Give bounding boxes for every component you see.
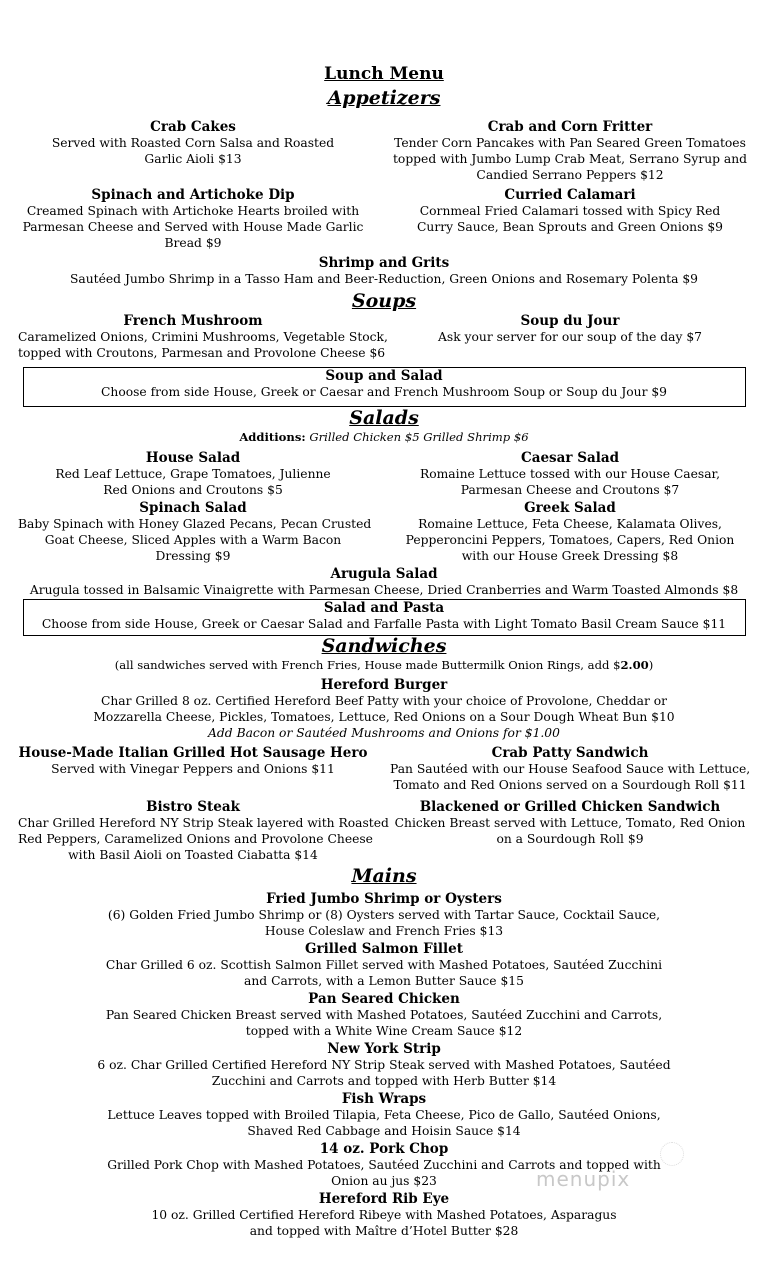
item-desc-spinach-dip-3: Bread $9: [164, 236, 222, 250]
item-desc-pork-chop-1: Grilled Pork Chop with Mashed Potatoes, Sautéed Zucchini and Carrots and topped with: [107, 1158, 661, 1172]
item-desc-pan-seared-chicken-1: Pan Seared Chicken Breast served with Mashed Potatoes, Sautéed Zucchini and Carrots,: [105, 1008, 663, 1022]
item-name-arugula-salad: Arugula Salad: [330, 566, 438, 582]
item-desc-fish-wraps-2: Shaved Red Cabbage and Hoisin Sauce $14: [247, 1124, 521, 1138]
item-desc-ny-strip-1: 6 oz. Char Grilled Certified Hereford NY Strip Steak served with Mashed Potatoes, Sautéed: [97, 1058, 671, 1072]
item-name-rib-eye: Hereford Rib Eye: [318, 1191, 450, 1207]
item-desc-salmon-1: Char Grilled 6 oz. Scottish Salmon Fillet served with Mashed Potatoes, Sautéed Zucchini: [105, 958, 663, 972]
section-heading-mains: Mains: [351, 865, 417, 887]
item-name-bistro-steak: Bistro Steak: [146, 799, 240, 815]
item-desc-curried-calamari-1: Cornmeal Fried Calamari tossed with Spicy Red: [419, 204, 721, 218]
item-name-soup-du-jour: Soup du Jour: [520, 313, 620, 329]
item-desc-caesar-salad-1: Romaine Lettuce tossed with our House Caesar,: [419, 467, 720, 481]
item-desc-spinach-salad-2: Goat Cheese, Sliced Apples with a Warm Bacon: [44, 533, 342, 547]
item-desc-greek-salad-1: Romaine Lettuce, Feta Cheese, Kalamata Olives,: [418, 517, 722, 531]
item-desc-curried-calamari-2: Curry Sauce, Bean Sprouts and Green Onions $9: [417, 220, 723, 234]
item-desc-house-salad-1: Red Leaf Lettuce, Grape Tomatoes, Julienne: [55, 467, 331, 481]
sandwiches-note-post: ): [648, 658, 654, 672]
watermark: menupix: [536, 1167, 631, 1191]
item-desc-french-mushroom-1: Caramelized Onions, Crimini Mushrooms, Vegetable Stock,: [18, 330, 388, 344]
item-desc-bistro-steak-3: with Basil Aioli on Toasted Ciabatta $14: [68, 848, 318, 862]
item-name-chicken-sandwich: Blackened or Grilled Chicken Sandwich: [419, 799, 721, 815]
item-desc-rib-eye-2: and topped with Maître d’Hotel Butter $28: [249, 1224, 519, 1238]
item-desc-fish-wraps-1: Lettuce Leaves topped with Broiled Tilapia, Feta Cheese, Pico de Gallo, Sautéed Onions,: [107, 1108, 661, 1122]
item-desc-crab-patty-2: Tomato and Red Onions served on a Sourdough Roll $11: [393, 778, 747, 792]
item-name-spinach-salad: Spinach Salad: [139, 500, 247, 516]
item-name-french-mushroom: French Mushroom: [123, 313, 263, 329]
sandwiches-note: [0, 658, 768, 672]
item-name-house-salad: House Salad: [145, 450, 241, 466]
item-desc-pork-chop-2: Onion au jus $23: [331, 1174, 437, 1188]
item-desc-french-mushroom-2: topped with Croutons, Parmesan and Provolone Cheese $6: [18, 346, 386, 360]
item-name-fried-shrimp: Fried Jumbo Shrimp or Oysters: [266, 891, 502, 907]
item-name-salmon: Grilled Salmon Fillet: [305, 941, 463, 957]
item-name-shrimp-grits: Shrimp and Grits: [318, 255, 450, 271]
item-name-spinach-dip: Spinach and Artichoke Dip: [91, 187, 295, 203]
item-desc-salmon-2: and Carrots, with a Lemon Butter Sauce $15: [244, 974, 524, 988]
item-desc-spinach-salad-3: Dressing $9: [155, 549, 231, 563]
item-desc-bistro-steak-2: Red Peppers, Caramelized Onions and Provolone Cheese: [18, 832, 373, 846]
item-name-crab-corn-fritter: Crab and Corn Fritter: [487, 119, 653, 135]
item-desc-spinach-dip-1: Creamed Spinach with Artichoke Hearts broiled with: [26, 204, 360, 218]
item-desc-spinach-dip-2: Parmesan Cheese and Served with House Made Garlic: [22, 220, 364, 234]
item-desc-shrimp-grits-1: Sautéed Jumbo Shrimp in a Tasso Ham and Beer-Reduction, Green Onions and Rosemary Polenta $9: [70, 272, 698, 286]
item-desc-sausage-hero-1: Served with Vinegar Peppers and Onions $11: [51, 762, 335, 776]
section-heading-sandwiches: Sandwiches: [321, 635, 447, 657]
item-desc-crab-cakes-2: Garlic Aioli $13: [144, 152, 242, 166]
sandwiches-note-pre: (all sandwiches served with French Fries, House made Buttermilk Onion Rings, add $: [114, 658, 621, 672]
item-desc-hereford-burger-1: Char Grilled 8 oz. Certified Hereford Beef Patty with your choice of Provolone, Cheddar or: [100, 694, 668, 708]
item-name-ny-strip: New York Strip: [327, 1041, 441, 1057]
page-title: Lunch Menu: [324, 64, 444, 84]
sandwiches-note-price: 2.00: [620, 658, 649, 672]
section-heading-soups: Soups: [351, 290, 417, 312]
item-name-salad-pasta: Salad and Pasta: [323, 600, 445, 616]
section-heading-salads: Salads: [349, 407, 419, 429]
item-name-caesar-salad: Caesar Salad: [520, 450, 620, 466]
item-name-pan-seared-chicken: Pan Seared Chicken: [308, 991, 460, 1007]
item-desc-rib-eye-1: 10 oz. Grilled Certified Hereford Ribeye with Mashed Potatoes, Asparagus: [151, 1208, 617, 1222]
item-name-hereford-burger: Hereford Burger: [320, 677, 448, 693]
additions-label: Additions:: [239, 430, 306, 444]
item-name-sausage-hero: House-Made Italian Grilled Hot Sausage Hero: [18, 745, 368, 761]
item-desc-chicken-sandwich-1: Chicken Breast served with Lettuce, Tomato, Red Onion: [394, 816, 746, 830]
item-name-pork-chop: 14 oz. Pork Chop: [319, 1141, 449, 1157]
item-desc-house-salad-2: Red Onions and Croutons $5: [103, 483, 283, 497]
item-name-crab-patty: Crab Patty Sandwich: [491, 745, 649, 761]
item-desc-crab-cakes-1: Served with Roasted Corn Salsa and Roasted: [51, 136, 335, 150]
salad-additions-note: [0, 430, 768, 444]
item-desc-caesar-salad-2: Parmesan Cheese and Croutons $7: [460, 483, 680, 497]
item-name-soup-salad: Soup and Salad: [325, 368, 443, 384]
item-name-greek-salad: Greek Salad: [524, 500, 616, 516]
item-desc-chicken-sandwich-2: on a Sourdough Roll $9: [496, 832, 644, 846]
watermark-dots-icon: [660, 1142, 684, 1166]
item-desc-crab-corn-fritter-3: Candied Serrano Peppers $12: [476, 168, 664, 182]
item-desc-greek-salad-3: with our House Greek Dressing $8: [461, 549, 679, 563]
item-desc-hereford-burger-3: Add Bacon or Sautéed Mushrooms and Onions for $1.00: [208, 726, 560, 740]
additions-text: Grilled Chicken $5 Grilled Shrimp $6: [309, 430, 529, 444]
item-desc-pan-seared-chicken-2: topped with a White Wine Cream Sauce $12: [245, 1024, 523, 1038]
item-desc-ny-strip-2: Zucchini and Carrots and topped with Herb Butter $14: [211, 1074, 557, 1088]
item-desc-fried-shrimp-1: (6) Golden Fried Jumbo Shrimp or (8) Oysters served with Tartar Sauce, Cocktail Sauce,: [107, 908, 661, 922]
item-desc-greek-salad-2: Pepperoncini Peppers, Tomatoes, Capers, Red Onion: [405, 533, 735, 547]
item-desc-soup-salad-1: Choose from side House, Greek or Caesar and French Mushroom Soup or Soup du Jour $9: [100, 385, 668, 399]
item-desc-salad-pasta-1: Choose from side House, Greek or Caesar Salad and Farfalle Pasta with Light Tomato Basil Cream Sauce $11: [41, 617, 727, 631]
item-name-fish-wraps: Fish Wraps: [341, 1091, 427, 1107]
item-name-curried-calamari: Curried Calamari: [504, 187, 636, 203]
item-desc-bistro-steak-1: Char Grilled Hereford NY Strip Steak layered with Roasted: [18, 816, 389, 830]
item-desc-crab-corn-fritter-1: Tender Corn Pancakes with Pan Seared Green Tomatoes: [394, 136, 746, 150]
item-desc-soup-du-jour-1: Ask your server for our soup of the day $7: [438, 330, 702, 344]
item-name-crab-cakes: Crab Cakes: [150, 119, 236, 135]
item-desc-spinach-salad-1: Baby Spinach with Honey Glazed Pecans, Pecan Crusted: [18, 517, 372, 531]
section-heading-appetizers: Appetizers: [327, 87, 441, 109]
item-desc-crab-patty-1: Pan Sautéed with our House Seafood Sauce with Lettuce,: [390, 762, 751, 776]
item-desc-fried-shrimp-2: House Coleslaw and French Fries $13: [264, 924, 504, 938]
item-desc-crab-corn-fritter-2: topped with Jumbo Lump Crab Meat, Serrano Syrup and: [392, 152, 748, 166]
item-desc-hereford-burger-2: Mozzarella Cheese, Pickles, Tomatoes, Lettuce, Red Onions on a Sour Dough Wheat Bun $10: [93, 710, 675, 724]
item-desc-arugula-salad-1: Arugula tossed in Balsamic Vinaigrette with Parmesan Cheese, Dried Cranberries and Warm Toasted Almonds $8: [29, 583, 739, 597]
